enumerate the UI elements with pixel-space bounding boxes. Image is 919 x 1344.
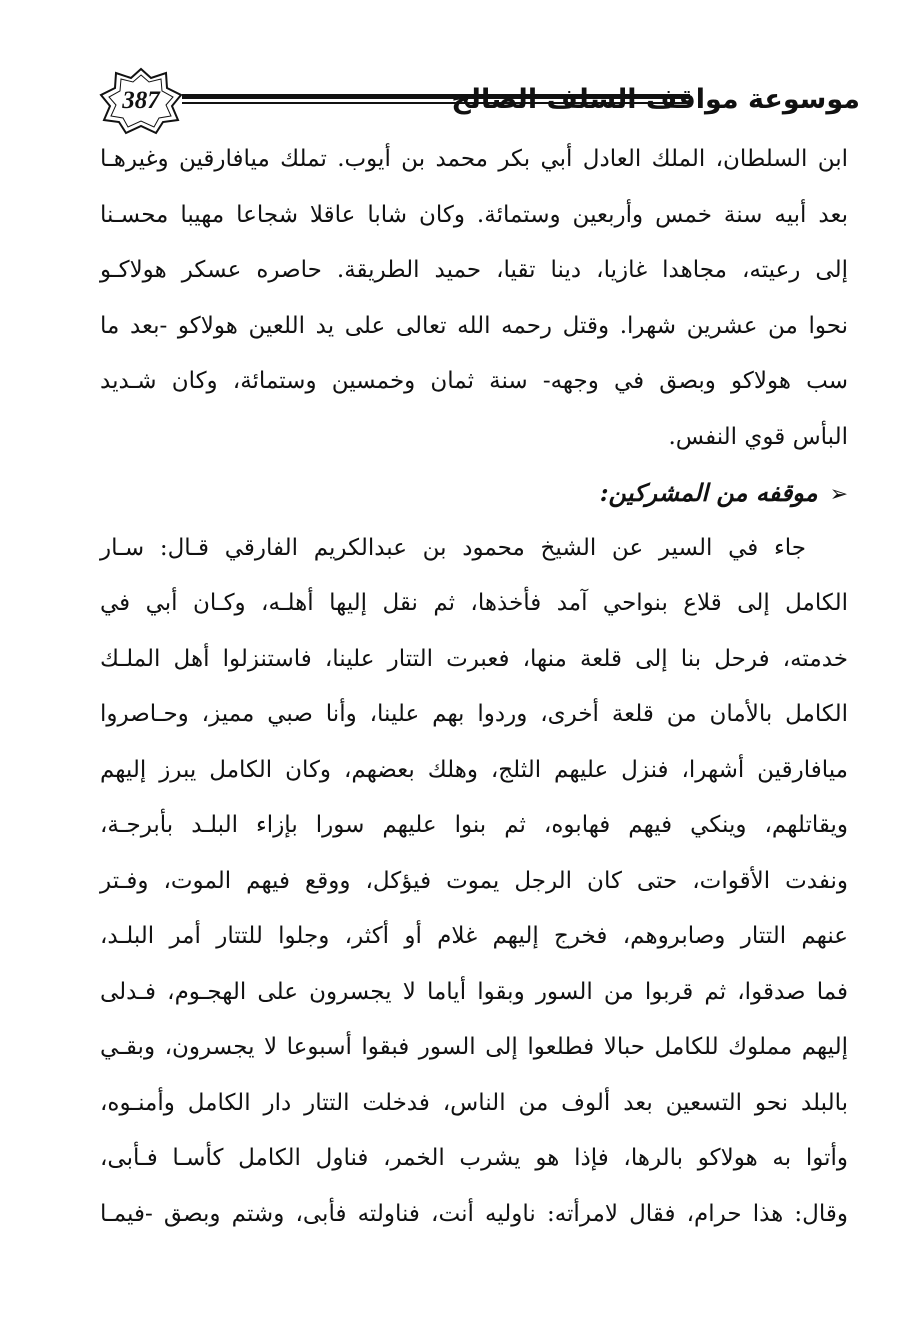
text-line: ميافارقين أشهرا، فنزل عليهم الثلج، وهلك بعضهم، وكان الكامل يبرز إليهم	[100, 756, 848, 783]
text-line: بعد أبيه سنة خمس وأربعين وستمائة. وكان شابا عاقلا شجاعا مهيبا محسـنا	[100, 201, 848, 228]
text-line: بالبلد نحو التسعين بعد ألوف من الناس، فدخلت التتار دار الكامل وأمنـوه،	[100, 1089, 848, 1116]
page-body	[100, 132, 848, 1242]
text-line: فما صدقوا، ثم قربوا من السور وبقوا أياما لا يجسرون على الهجـوم، فـدلى	[100, 978, 848, 1005]
arrowhead-bullet-icon: ➢	[829, 482, 848, 507]
section-heading	[100, 465, 848, 521]
text-line: الكامل بالأمان من قلعة أخرى، وردوا بهم علينا، وأنا صبي مميز، وحـاصروا	[100, 701, 848, 727]
text-line: جاء في السير عن الشيخ محمود بن عبدالكريم الفارقي قـال: سـار	[100, 534, 806, 561]
text-line: عنهم التتار وصابروهم، فخرج إليهم غلام أو أكثر، وجلوا للتتار أمر البلـد،	[100, 923, 848, 949]
book-title: موسوعة مواقف السلف الصالح	[451, 84, 860, 115]
page-number: 387	[122, 87, 160, 114]
section-heading-text: موقفه من المشركين:	[599, 478, 818, 507]
text-line: ويقاتلهم، وينكي فيهم فهابوه، ثم بنوا عليهم سورا بإزاء البلـد بأبرجـة،	[100, 812, 848, 838]
text-line: إليهم مملوك للكامل حبالا فطلعوا إلى السور فبقوا أسبوعا لا يجسرون، وبقـي	[100, 1034, 848, 1060]
text-line: الكامل إلى قلاع بنواحي آمد فأخذها، ثم نقل إليها أهلـه، وكـان أبي في	[100, 590, 848, 616]
text-line: ابن السلطان، الملك العادل أبي بكر محمد بن أيوب. تملك ميافارقين وغيرهـا	[100, 146, 848, 172]
text-line: خدمته، فرحل بنا إلى قلعة منها، فعبرت التتار علينا، فاستنزلوا أهل الملـك	[100, 645, 848, 672]
text-line: البأس قوي النفس.	[668, 423, 848, 450]
text-line: وقال: هذا حرام، فقال لامرأته: ناوليه أنت، فناولته فأبى، وشتم وبصق -فيمـا	[100, 1200, 848, 1227]
text-line: إلى رعيته، مجاهدا غازيا، دينا تقيا، حميد الطريقة. حاصره عسكر هولاكـو	[100, 257, 848, 283]
text-line: ونفدت الأقوات، حتى كان الرجل يموت فيؤكل، ووقع فيهم الموت، وفـتر	[100, 867, 848, 894]
text-line: وأتوا به هولاكو بالرها، فإذا هو يشرب الخمر، فناول الكامل كأسـا فـأبى،	[100, 1145, 848, 1171]
page-number-badge	[100, 68, 182, 134]
text-line: سب هولاكو وبصق في وجهه- سنة ثمان وخمسين وستمائة، وكان شـديد	[100, 368, 848, 394]
text-line: نحوا من عشرين شهرا. وقتل رحمه الله تعالى على يد اللعين هولاكو -بعد ما	[100, 312, 848, 339]
page-header	[100, 68, 860, 138]
